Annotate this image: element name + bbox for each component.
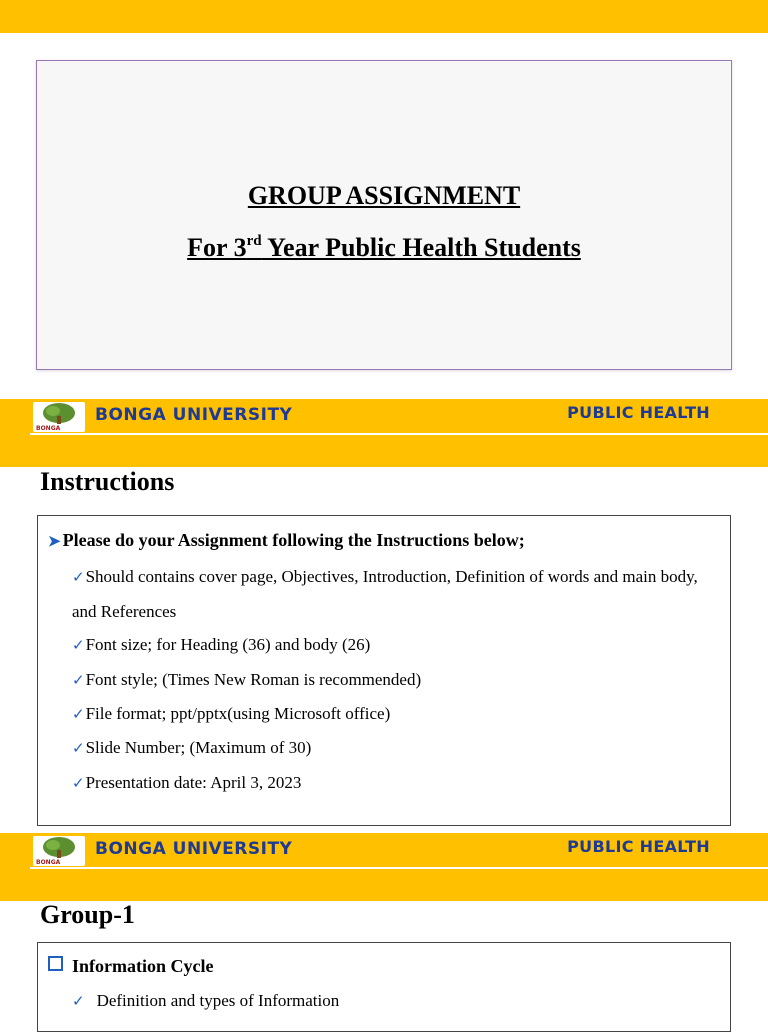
checkmark-icon: ✓ [72, 570, 85, 586]
arrow-bullet-icon: ➤ [48, 534, 61, 550]
instruction-item: ✓File format; ppt/pptx(using Microsoft office) [72, 704, 391, 723]
group-box [37, 942, 731, 1032]
checkmark-icon: ✓ [72, 638, 85, 654]
instruction-item: ✓Slide Number; (Maximum of 30) [72, 738, 312, 757]
checkmark-icon: ✓ [72, 707, 85, 723]
department-name: PUBLIC HEALTH [567, 403, 710, 422]
instruction-item: ✓Should contains cover page, Objectives, Introduction, Definition of words and main body, and References [72, 567, 698, 621]
instructions-main-point: ➤ Please do your Assignment following the Instructions below; [48, 530, 525, 550]
instruction-item: ✓Font style; (Times New Roman is recommended) [72, 670, 422, 689]
instruction-item: ✓Font size; for Heading (36) and body (26) [72, 635, 371, 654]
group-topic: Information Cycle [48, 956, 213, 977]
university-header-bar [0, 399, 768, 467]
checkmark-icon: ✓ [72, 741, 85, 757]
svg-text:BONGA: BONGA [36, 425, 61, 432]
checkmark-icon: ✓ [72, 673, 85, 689]
university-logo [33, 402, 85, 432]
checkmark-icon: ✓ [72, 776, 85, 792]
square-bullet-icon [48, 956, 63, 971]
group-heading: Group-1 [40, 900, 135, 929]
university-logo [33, 836, 85, 866]
top-band [0, 0, 768, 33]
svg-text:BONGA: BONGA [36, 859, 61, 866]
instructions-heading: Instructions [40, 467, 175, 496]
university-name: BONGA UNIVERSITY [95, 839, 293, 859]
university-header-bar [0, 833, 768, 901]
university-name: BONGA UNIVERSITY [95, 405, 293, 425]
instructions-box [37, 515, 731, 826]
header-divider [30, 867, 768, 869]
department-name: PUBLIC HEALTH [567, 837, 710, 856]
instruction-item: ✓Presentation date: April 3, 2023 [72, 773, 302, 792]
header-divider [30, 433, 768, 435]
checkmark-icon: ✓ [72, 994, 85, 1010]
cover-slide [36, 60, 732, 370]
group-item: ✓ Definition and types of Information [72, 991, 340, 1010]
cover-title: GROUP ASSIGNMENT [247, 181, 521, 210]
cover-subtitle: For 3rd Year Public Health Students [187, 233, 581, 262]
